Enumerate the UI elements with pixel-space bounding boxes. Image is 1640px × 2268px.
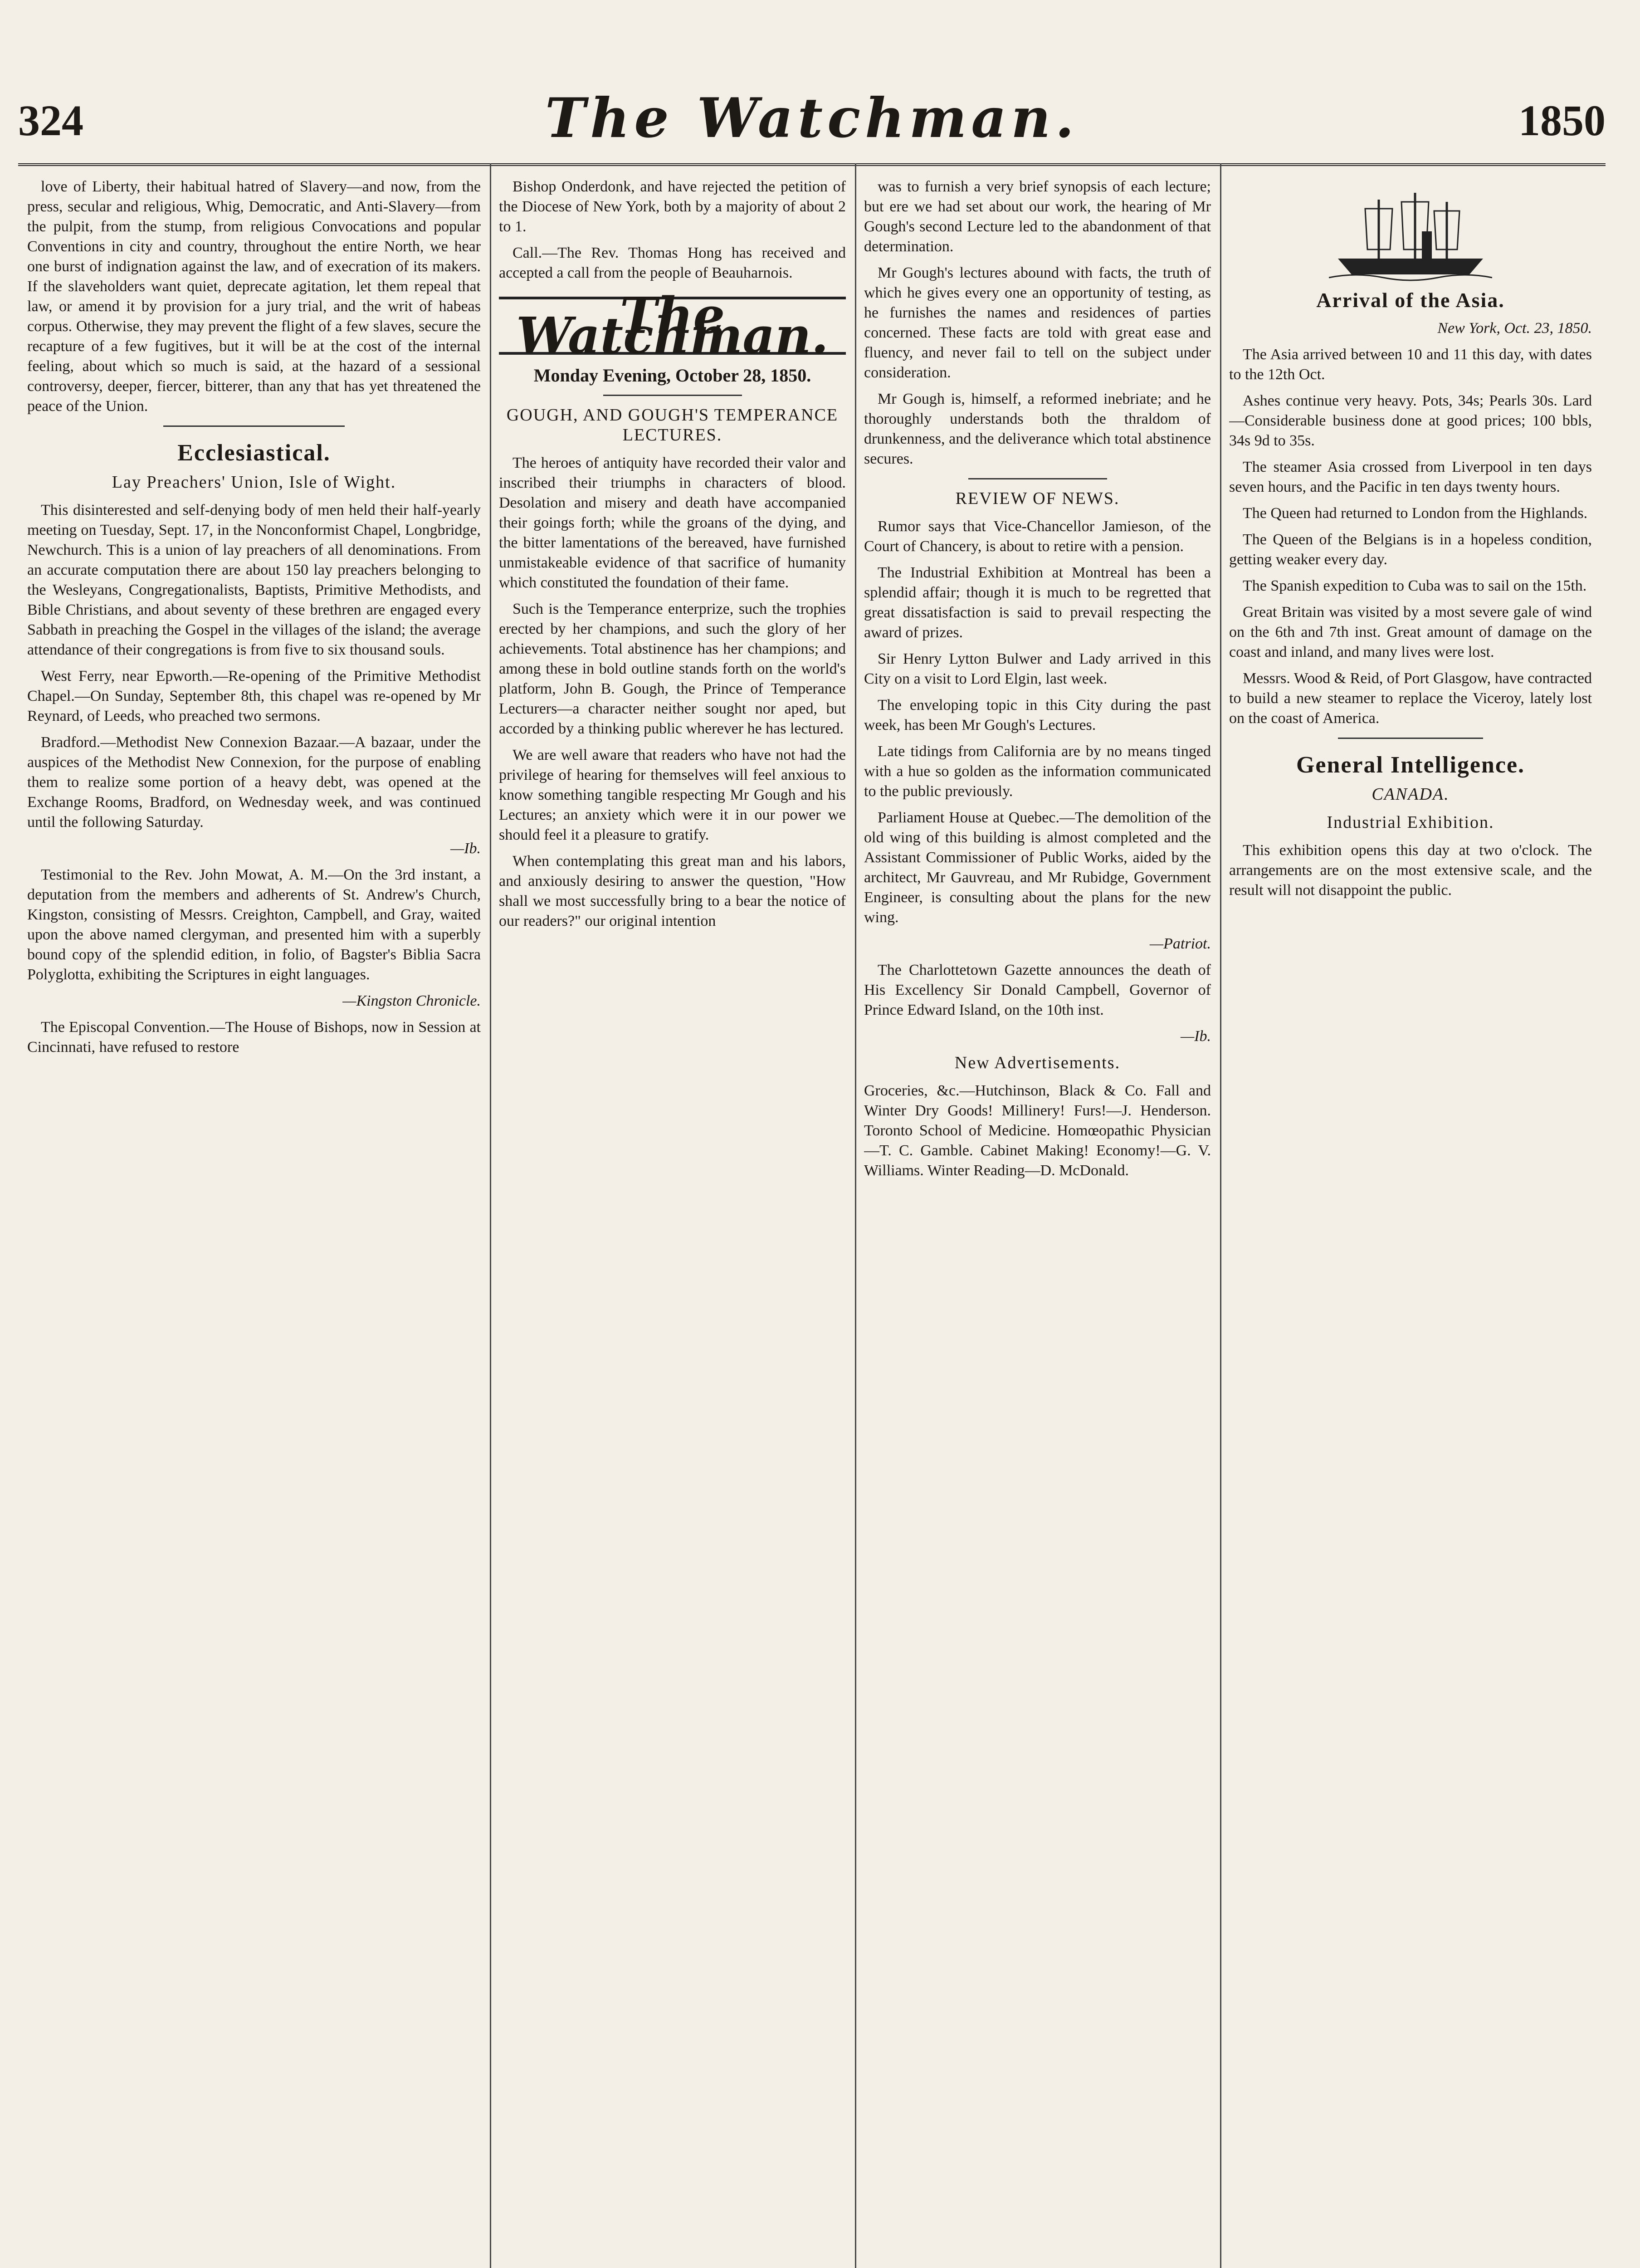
article-text: The Asia arrived between 10 and 11 this day, with dates to the 12th Oct. <box>1229 346 1592 383</box>
steamship-icon <box>1329 181 1492 286</box>
divider <box>603 395 742 396</box>
column-4 <box>1229 177 1592 2268</box>
source-credit: —Ib. <box>450 840 481 857</box>
article-text: The steamer Asia crossed from Liverpool in ten days seven hours, and the Pacific in ten days twenty hours. <box>1229 459 1592 495</box>
source-credit: —Patriot. <box>1149 935 1211 952</box>
article-text: Such is the Temperance enterprize, such the trophies erected by her champions, and such the glory of her achievements. Total abstinence has her champions; and among these in bold outline stands forth on the world's platform, John B. Gough, the Prince of Temperance Lecturers—a character neither sought nor aped, but accorded by a thinking public wherever he has lectured. <box>499 601 846 737</box>
year: 1850 <box>1518 96 1606 145</box>
article-text: Bradford.—Methodist New Connexion Bazaar.—A bazaar, under the auspices of the Methodist New Connexion, for the purpose of enabling them to realize some portion of a heavy debt, was opened at the Exchange Rooms, Bradford, on Wednesday week, and was continued until the following Saturday. <box>27 734 481 831</box>
news-item: Rumor says that Vice-Chancellor Jamieson, of the Court of Chancery, is about to retire with a pension. <box>864 518 1211 555</box>
advertisement-list: Groceries, &c.—Hutchinson, Black & Co. Fall and Winter Dry Goods! Millinery! Furs!—J. Henderson. Toronto School of Medicine. Homœopathic Physician—T. C. Gamble. Cabinet Making! Economy!—G. V. Williams. Winter Reading—D. McDonald. <box>864 1082 1211 1179</box>
article-text: The Queen of the Belgians is in a hopeless condition, getting weaker every day. <box>1229 531 1592 568</box>
column-2 <box>499 177 846 2268</box>
dateline: New York, Oct. 23, 1850. <box>1437 320 1592 337</box>
dateline: Monday Evening, October 28, 1850. <box>533 365 811 386</box>
section-title-review-of-news: REVIEW OF NEWS. <box>955 489 1120 508</box>
region-heading-canada: CANADA. <box>1372 785 1450 804</box>
editorial-masthead <box>499 286 846 365</box>
source-credit: —Ib. <box>1180 1028 1211 1045</box>
page-number: 324 <box>18 96 83 145</box>
divider <box>163 425 345 427</box>
article-text: was to furnish a very brief synopsis of each lecture; but ere we had set about our work, the hearing of Mr Gough's second Lecture led to the abandonment of that determination. <box>864 178 1211 255</box>
article-text: Testimonial to the Rev. John Mowat, A. M.—On the 3rd instant, a deputation from the members and adherents of St. Andrew's Church, Kingston, consisting of Messrs. Creighton, Campbell, and Gray, waited upon the above named clergyman, and presented him with a superbly bound copy of the splendid edition, in folio, of Bagster's Biblia Sacra Polyglotta, exhibiting the Scriptures in eight languages. <box>27 866 481 983</box>
column-rule <box>1220 163 1221 2268</box>
article-text: Messrs. Wood & Reid, of Port Glasgow, have contracted to build a new steamer to replace the Viceroy, lately lost on the coast of America. <box>1229 670 1592 727</box>
source-credit: —Kingston Chronicle. <box>342 992 481 1009</box>
article-heading-industrial-exhibition: Industrial Exhibition. <box>1327 813 1494 832</box>
article-text: Ashes continue very heavy. Pots, 34s; Pearls 30s. Lard—Considerable business done at good prices; 100 bbls, 34s 9d to 35s. <box>1229 392 1592 449</box>
column-3 <box>864 177 1211 2268</box>
article-text: Mr Gough is, himself, a reformed inebriate; and he thoroughly understands both the thraldom of drunkenness, and the deliverance which total abstinence secures. <box>864 391 1211 467</box>
article-text: When contemplating this great man and his labors, and anxiously desiring to answer the question, "How shall we most successfully bring to a bear the notice of our readers?" our original intention <box>499 853 846 929</box>
news-item: The enveloping topic in this City during the past week, has been Mr Gough's Lectures. <box>864 697 1211 733</box>
article-heading: Lay Preachers' Union, Isle of Wight. <box>112 473 396 492</box>
article-text: West Ferry, near Epworth.—Re-opening of the Primitive Methodist Chapel.—On Sunday, September 8th, this chapel was re-opened by Mr Reynard, of Leeds, who preached two sermons. <box>27 668 481 724</box>
news-item: The Industrial Exhibition at Montreal has been a splendid affair; though it is much to be regretted that great dissatisfaction is said to prevail respecting the award of prizes. <box>864 564 1211 641</box>
article-text: The Episcopal Convention.—The House of Bishops, now in Session at Cincinnati, have refused to restore <box>27 1019 481 1056</box>
news-item: Late tidings from California are by no means tinged with a hue so golden as the information communicated to the public previously. <box>864 743 1211 800</box>
section-title-ecclesiastical: Ecclesiastical. <box>177 440 331 466</box>
article-text: Great Britain was visited by a most severe gale of wind on the 6th and 7th inst. Great amount of damage on the coast and inland, and many lives were lost. <box>1229 604 1592 660</box>
column-rule <box>490 163 491 2268</box>
divider <box>1338 738 1483 739</box>
masthead <box>18 82 1606 166</box>
article-text: Call.—The Rev. Thomas Hong has received and accepted a call from the people of Beauharnois. <box>499 244 846 281</box>
article-heading-arrival-of-the-asia: Arrival of the Asia. <box>1316 288 1505 312</box>
section-title-general-intelligence: General Intelligence. <box>1296 752 1525 778</box>
article-text: This exhibition opens this day at two o'clock. The arrangements are on the most extensive scale, and the result will not disappoint the public. <box>1229 842 1592 899</box>
article-text: We are well aware that readers who have not had the privilege of hearing for themselves will feel anxious to know something tangible respecting Mr Gough and his Lectures; an anxiety which were it in our power we should feel it a pleasure to gratify. <box>499 747 846 843</box>
article-text: The heroes of antiquity have recorded their valor and inscribed their triumphs in characters of blood. Desolation and misery and death have accompanied their goings forth; while the groans of the dying, and the bitter lamentations of the bereaved, have furnished unmistakeable evidence of that sacrifice of humanity which constituted the foundation of their fame. <box>499 455 846 591</box>
article-text: This disinterested and self-denying body of men held their half-yearly meeting on Tuesday, Sept. 17, in the Nonconformist Chapel, Longbridge, Newchurch. This is a union of lay preachers of all denominations. From an accurate computation there are about 150 lay preachers belonging to the Wesleyans, Congregationalists, Baptists, Primitive Methodists, and Bible Christians, and about seventy of these brethren are engaged every Sabbath in preaching the Gospel in the villages of the island; the average attendance of their congregations is from five to six thousand souls. <box>27 502 481 658</box>
divider <box>968 478 1107 479</box>
article-heading: GOUGH, AND GOUGH'S TEMPERANCE LECTURES. <box>506 406 839 445</box>
article-text: Bishop Onderdonk, and have rejected the petition of the Diocese of New York, both by a majority of about 2 to 1. <box>499 178 846 235</box>
news-item: The Charlottetown Gazette announces the death of His Excellency Sir Donald Campbell, Governor of Prince Edward Island, on the 10th inst. <box>864 962 1211 1018</box>
news-item: Sir Henry Lytton Bulwer and Lady arrived in this City on a visit to Lord Elgin, last week. <box>864 650 1211 687</box>
news-item: Parliament House at Quebec.—The demolition of the old wing of this building is almost completed and the Assistant Commissioner of Public Works, aided by the architect, Mr Gauvreau, and Mr Rubidge, Government Engineer, is consulting about the plans for the new wing. <box>864 809 1211 926</box>
article-text: love of Liberty, their habitual hatred of Slavery—and now, from the press, secular and religious, Whig, Democratic, and Anti-Slavery—from the pulpit, from the stump, from religious Convocations and popular Conventions in city and country, throughout the entire North, we hear one burst of indignation against the law, and of execration of its makers. If the slaveholders want quiet, deprecate agitation, let them repeal that law, or amend it by provision for a jury trial, and the writ of habeas corpus. Otherwise, they may prevent the flight of a few slaves, secure the recapture of a few fugitives, but it will be at the cost of the internal feeling, about which so much is said, at the hazard of a sessional controversy, deeper, fiercer, bitterer, than any that has yet threatened the peace of the Union. <box>27 178 481 415</box>
article-text: Mr Gough's lectures abound with facts, the truth of which he gives every one an opportunity of testing, as he furnishes the names and residences of parties concerned. These facts are told with great ease and fluency, and never fail to tell on the subject under consideration. <box>864 264 1211 381</box>
column-rule <box>855 163 856 2268</box>
article-text: The Spanish expedition to Cuba was to sail on the 15th. <box>1243 577 1587 594</box>
newspaper-title: The Watchman. <box>545 86 1079 150</box>
editorial-title: The Watchman. <box>516 286 829 365</box>
section-title-new-advertisements: New Advertisements. <box>954 1053 1121 1072</box>
column-1 <box>27 177 481 2268</box>
article-text: The Queen had returned to London from the Highlands. <box>1243 505 1588 522</box>
